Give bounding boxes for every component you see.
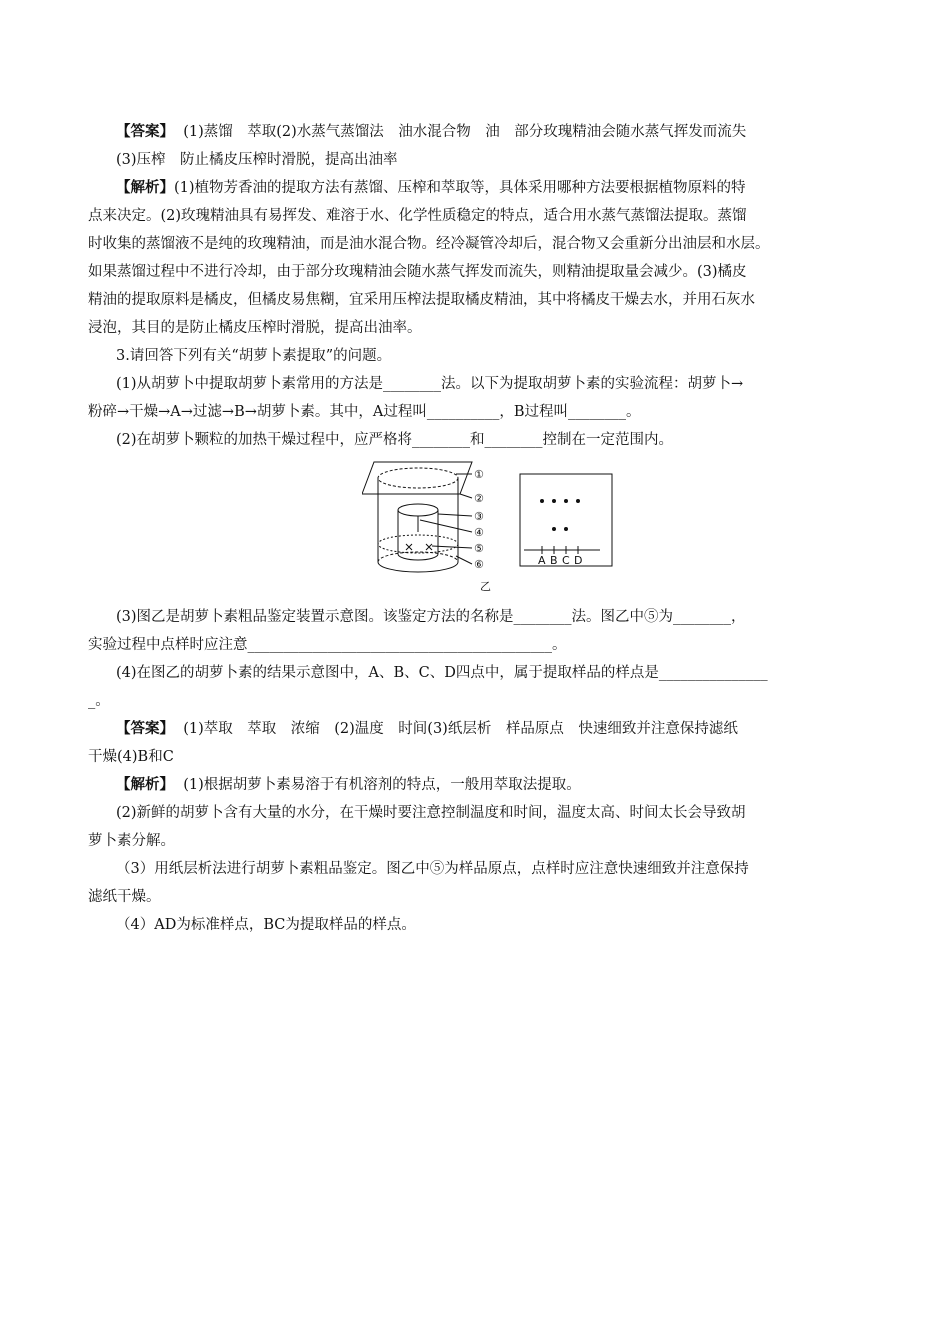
answer3-line-2: 干燥(4)B和C xyxy=(88,749,174,765)
callout-1: ① xyxy=(474,468,484,481)
answer-text: (1)蒸馏 萃取(2)水蒸气蒸馏法 油水混合物 油 部分玫瑰精油会随水蒸气挥发而流失 xyxy=(174,124,747,140)
sample-spot-1 xyxy=(406,544,412,550)
spot-label-d: D xyxy=(574,554,583,567)
dot-a xyxy=(540,499,544,503)
callout-2: ② xyxy=(474,492,484,505)
question-part-2: (2)在胡萝卜颗粒的加热干燥过程中，应严格将________和________控制在一定范围内。 xyxy=(116,432,674,448)
question-part-4-line-1: (4)在图乙的胡萝卜素的结果示意图中，A、B、C、D四点中，属于提取样品的样点是_______________ xyxy=(116,665,768,681)
paper-cylinder-top xyxy=(398,504,438,516)
analysis-line-1 xyxy=(116,177,746,199)
spot-label-b: B xyxy=(550,554,558,567)
question-part-3-line-1: (3)图乙是胡萝卜素粗品鉴定装置示意图。该鉴定方法的名称是________法。图乙中⑤为________， xyxy=(116,609,746,625)
figure-caption: 乙 xyxy=(480,580,491,593)
sample-spot-2 xyxy=(426,544,432,550)
answer3-line-1 xyxy=(116,718,738,740)
analysis3-text: (1)根据胡萝卜素易溶于有机溶剂的特点，一般用萃取法提取。 xyxy=(174,777,581,793)
analysis-line-5: 精油的提取原料是橘皮，但橘皮易焦糊，宜采用压榨法提取橘皮精油，其中将橘皮干燥去水，并用石灰水 xyxy=(88,292,755,308)
beaker-rim xyxy=(378,468,458,488)
analysis3-line-1 xyxy=(116,774,581,796)
dot-c xyxy=(564,499,568,503)
analysis3-line-4: （3）用纸层析法进行胡萝卜素粗品鉴定。图乙中⑤为样品原点，点样时应注意快速细致并注意保持 xyxy=(116,861,749,877)
question-part-4-line-2: _。 xyxy=(88,693,110,709)
dot-d xyxy=(576,499,580,503)
spot-label-a: A xyxy=(538,554,546,567)
analysis-line-6: 浸泡，其目的是防止橘皮压榨时滑脱，提高出油率。 xyxy=(88,320,422,336)
analysis-line-2: 点来决定。(2)玫瑰精油具有易挥发、难溶于水、化学性质稳定的特点，适合用水蒸气蒸馏法提取。蒸馏 xyxy=(88,208,747,224)
dot-c-2 xyxy=(564,527,568,531)
solvent-level xyxy=(378,535,458,553)
answer3-text: (1)萃取 萃取 浓缩 (2)温度 时间(3)纸层析 样品原点 快速细致并注意保持滤纸 xyxy=(174,721,738,737)
analysis-line-4: 如果蒸馏过程中不进行冷却，由于部分玫瑰精油会随水蒸气挥发而流失，则精油提取量会减少。(3)橘皮 xyxy=(88,264,747,280)
callout-5: ⑤ xyxy=(474,542,484,555)
analysis3-line-5: 滤纸干燥。 xyxy=(88,889,161,905)
analysis3-line-6: （4）AD为标准样点，BC为提取样品的样点。 xyxy=(116,917,416,933)
answer-line-2: (3)压榨 防止橘皮压榨时滑脱，提高出油率 xyxy=(116,152,398,168)
analysis3-line-2: (2)新鲜的胡萝卜含有大量的水分，在干燥时要注意控制温度和时间，温度太高、时间太长会导致胡 xyxy=(116,805,746,821)
dot-b xyxy=(552,499,556,503)
callout-3: ③ xyxy=(474,510,484,523)
answer3-label: 【答案】 xyxy=(116,720,174,737)
analysis3-label: 【解析】 xyxy=(116,776,174,793)
spot-label-c: C xyxy=(562,554,570,567)
callout-4: ④ xyxy=(474,526,484,539)
question-part-1-line-2: 粉碎→干燥→A→过滤→B→胡萝卜素。其中，A过程叫__________，B过程叫________。 xyxy=(88,404,641,420)
analysis3-line-3: 萝卜素分解。 xyxy=(88,833,175,849)
dot-b-2 xyxy=(552,527,556,531)
analysis-text: (1)植物芳香油的提取方法有蒸馏、压榨和萃取等，具体采用哪种方法要根据植物原料的特 xyxy=(174,180,746,196)
question-part-1-line-1: (1)从胡萝卜中提取胡萝卜素常用的方法是________法。以下为提取胡萝卜素的实验流程：胡萝卜→ xyxy=(116,376,744,392)
callout-6: ⑥ xyxy=(474,558,484,571)
question-stem: 3.请回答下列有关“胡萝卜素提取”的问题。 xyxy=(116,348,392,364)
question-part-3-line-2: 实验过程中点样时应注意__________________________________________。 xyxy=(88,637,567,653)
analysis-line-3: 时收集的蒸馏液不是纯的玫瑰精油，而是油水混合物。经冷凝管冷却后，混合物又会重新分出油层和水层。 xyxy=(88,236,770,252)
chromatography-figure xyxy=(362,460,622,595)
analysis-label: 【解析】 xyxy=(116,179,174,196)
answer-label: 【答案】 xyxy=(116,123,174,140)
answer-line-1 xyxy=(116,121,746,143)
